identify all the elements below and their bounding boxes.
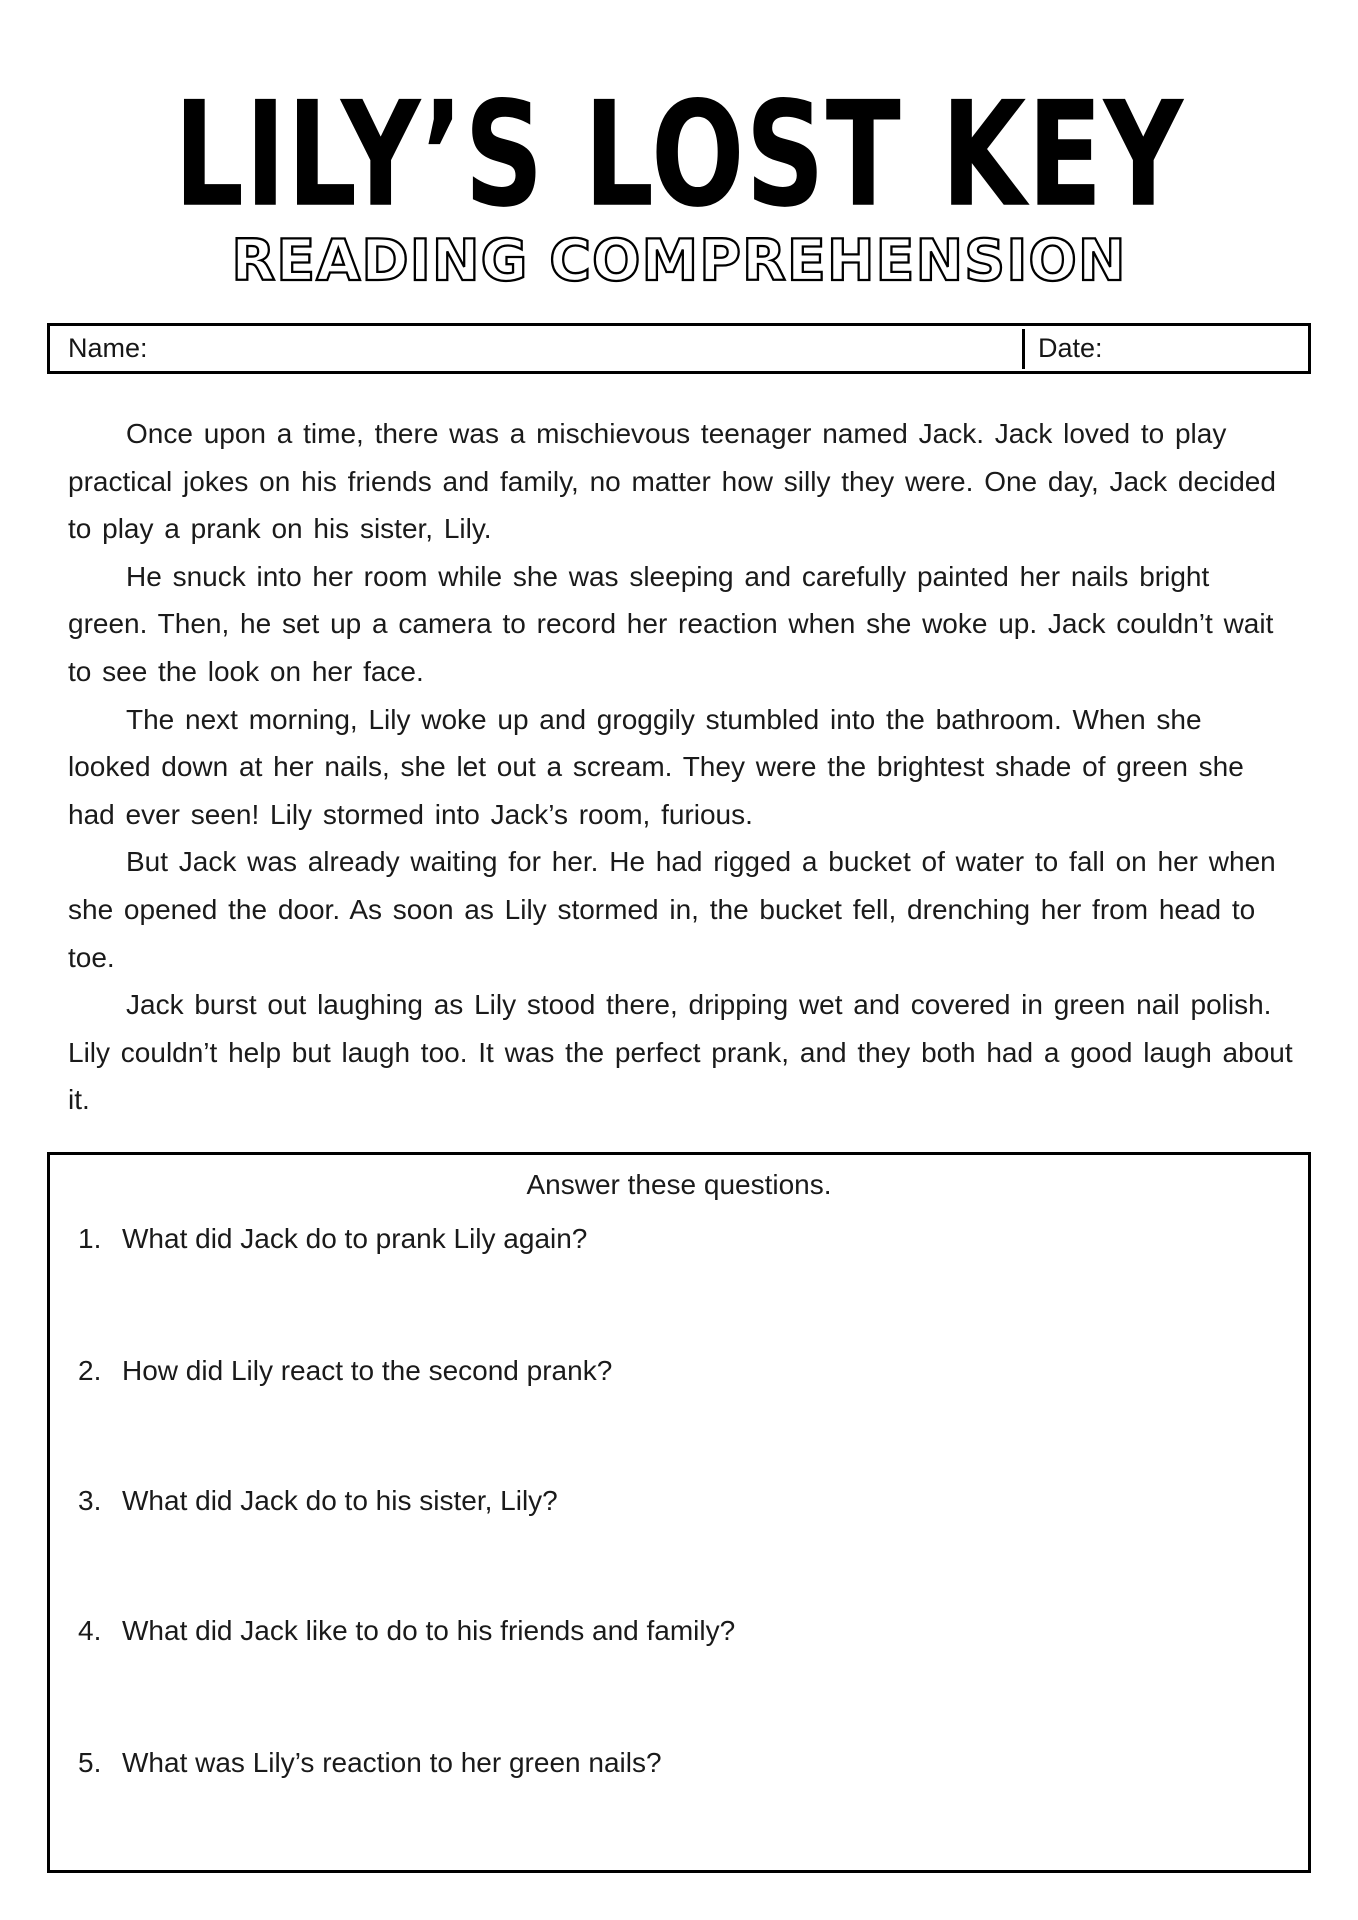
- story-paragraph-1: Once upon a time, there was a mischievous teenager named Jack. Jack loved to play practical jokes on his friends and family, no matter how silly they were. One day, Jack decided to play a prank on his sister, Lily.: [68, 418, 1276, 545]
- question-1-text: What did Jack do to prank Lily again?: [122, 1223, 588, 1254]
- question-2-number: 2.: [78, 1355, 102, 1386]
- question-1-number: 1.: [78, 1223, 102, 1254]
- name-field-cell: [50, 326, 1022, 371]
- story-paragraph-2: He snuck into her room while she was sleeping and carefully painted her nails bright green. Then, he set up a camera to record her reaction when she woke up. Jack couldn’t wait to see the look on her face.: [68, 560, 1274, 687]
- question-2-text: How did Lily react to the second prank?: [122, 1355, 613, 1386]
- story-passage: [68, 410, 1294, 1124]
- questions-box: [47, 1152, 1311, 1873]
- question-row-1: [78, 1219, 1288, 1259]
- name-blank-line: [148, 326, 1022, 371]
- question-4-text: What did Jack like to do to his friends and family?: [122, 1615, 736, 1646]
- date-label: Date:: [1038, 333, 1103, 363]
- question-3-number: 3.: [78, 1485, 102, 1516]
- question-3-text: What did Jack do to his sister, Lily?: [122, 1485, 558, 1516]
- questions-heading: Answer these questions.: [526, 1169, 832, 1200]
- date-blank-line: [1103, 326, 1308, 371]
- question-5-text: What was Lily’s reaction to her green nails?: [122, 1747, 662, 1778]
- story-paragraph-4: But Jack was already waiting for her. He had rigged a bucket of water to fall on her when she opened the door. As soon as Lily stormed in, the bucket fell, drenching her from head to toe.: [68, 846, 1276, 973]
- question-row-4: [78, 1611, 1288, 1651]
- name-label: Name:: [68, 333, 148, 363]
- question-row-3: [78, 1481, 1288, 1521]
- story-paragraph-5: Jack burst out laughing as Lily stood there, dripping wet and covered in green nail polish. Lily couldn’t help but laugh too. It was the perfect prank, and they both had a good laugh about it.: [68, 989, 1293, 1116]
- question-row-2: [78, 1351, 1288, 1391]
- date-field-cell: [1025, 326, 1308, 371]
- story-paragraph-3: The next morning, Lily woke up and groggily stumbled into the bathroom. When she looked down at her nails, she let out a scream. They were the brightest shade of green she had ever seen! Lily stormed into Jack’s room, furious.: [68, 703, 1244, 830]
- worksheet-subtitle: READING COMPREHENSION: [231, 228, 1127, 294]
- question-5-number: 5.: [78, 1747, 102, 1778]
- question-row-5: [78, 1743, 1288, 1783]
- question-4-number: 4.: [78, 1615, 102, 1646]
- name-date-bar: [47, 323, 1311, 374]
- worksheet-title: LILY’S LOST KEY: [173, 70, 1185, 240]
